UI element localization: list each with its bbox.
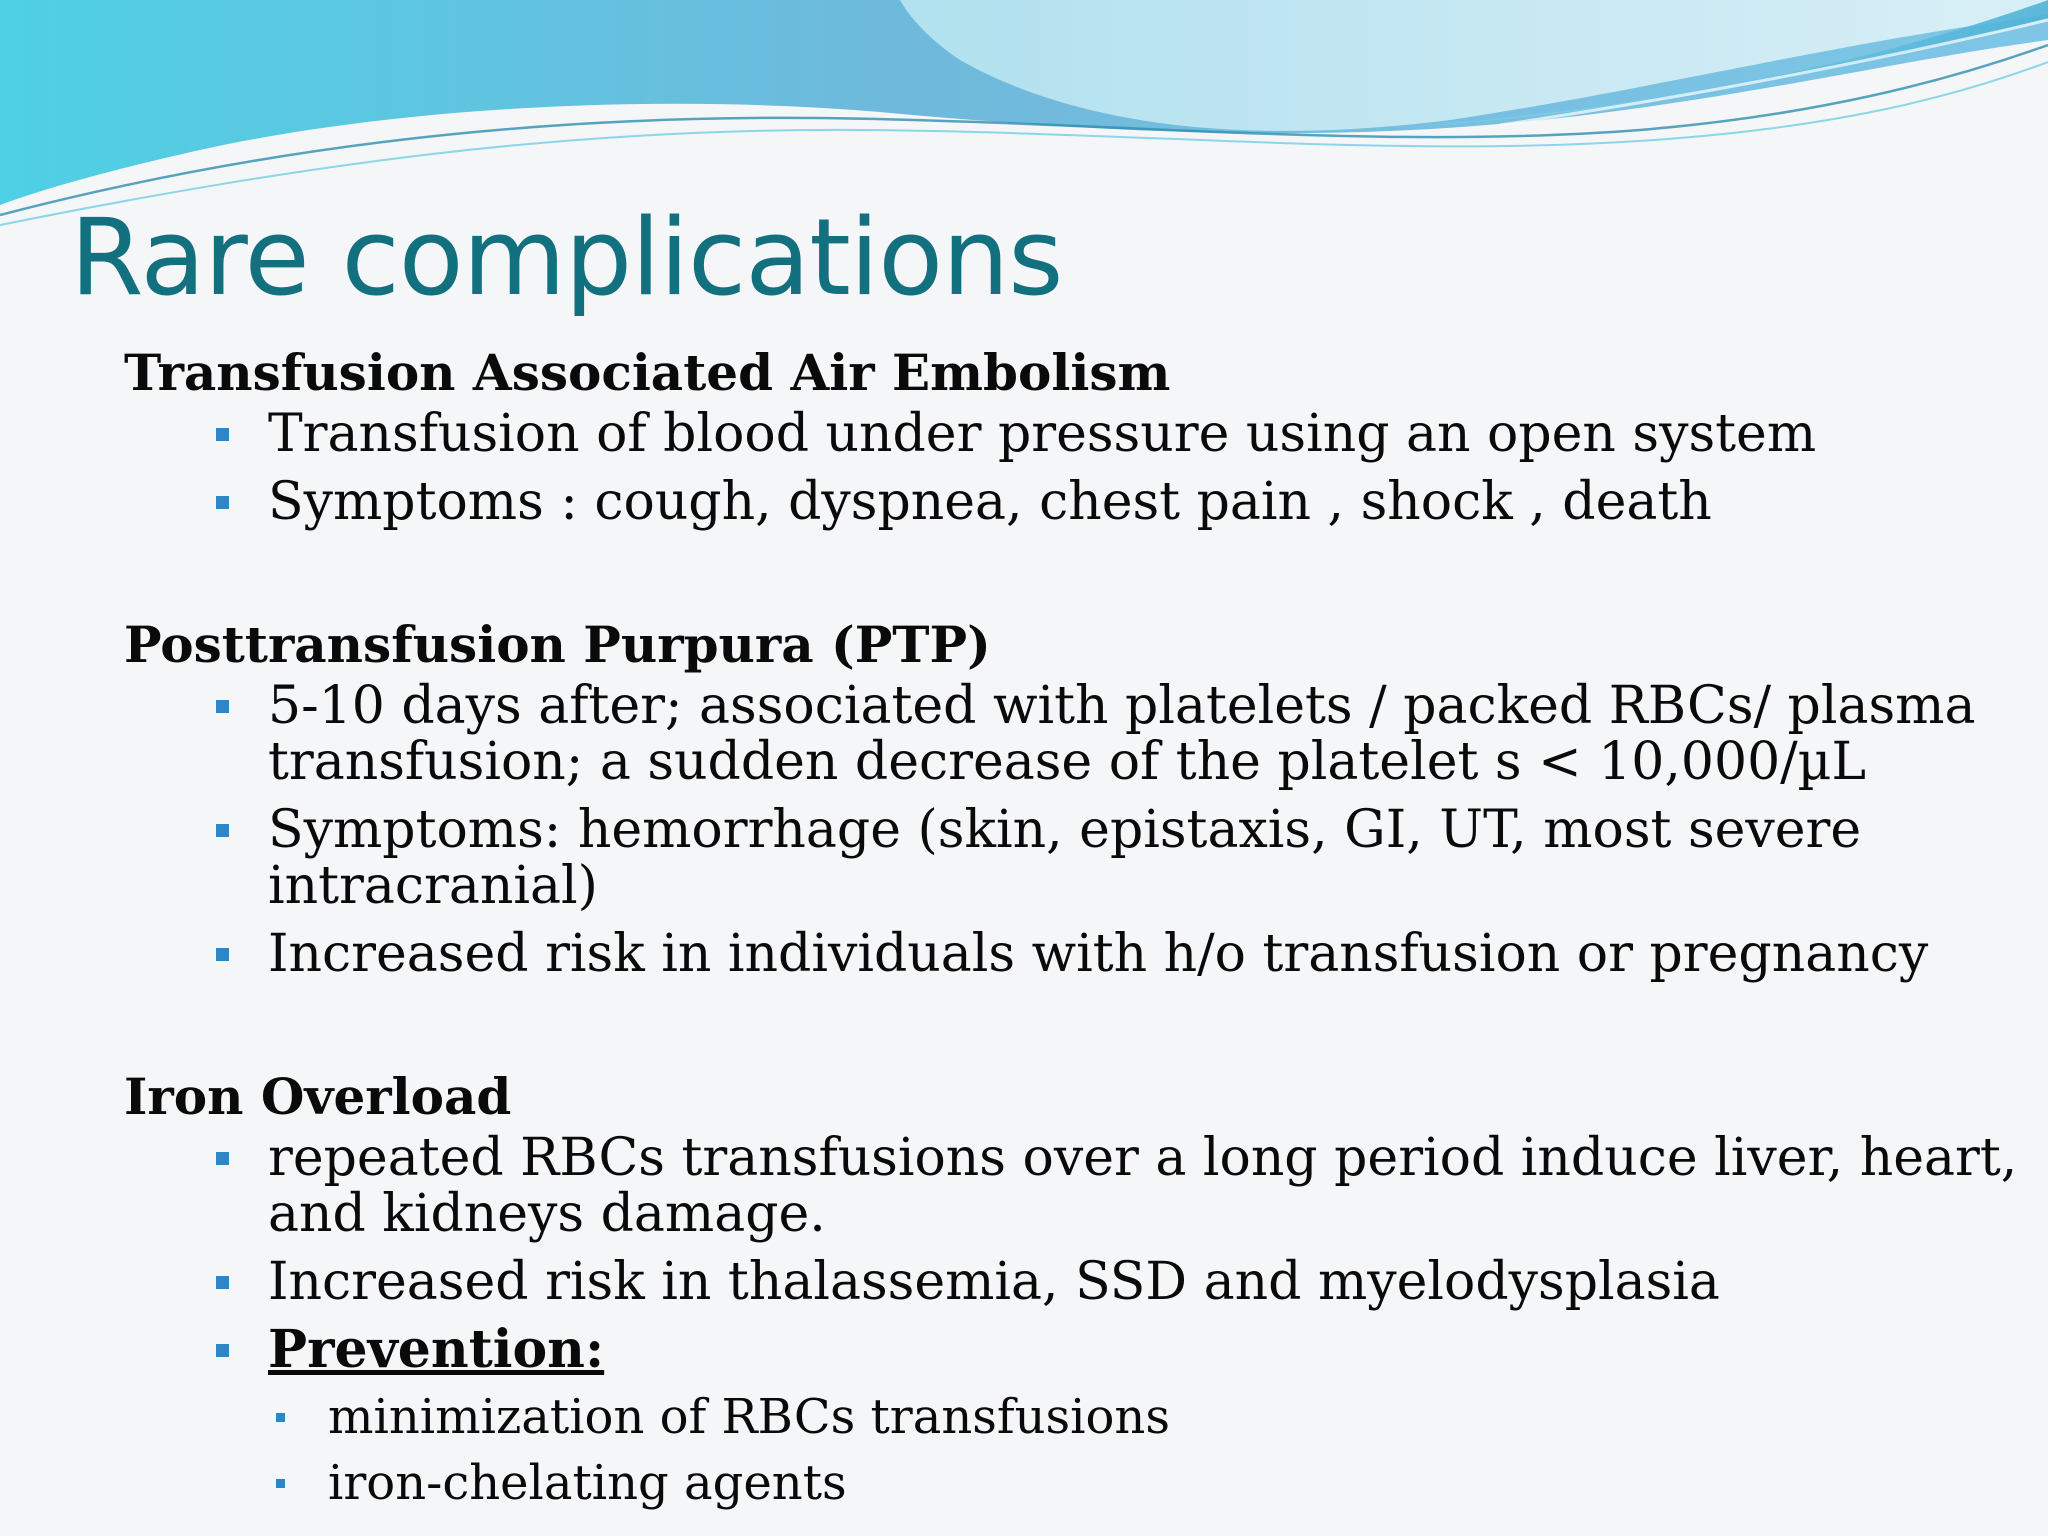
prevention-label: Prevention: — [268, 1319, 605, 1380]
section-heading: Posttransfusion Purpura (PTP) — [124, 615, 991, 674]
sub-bullet-list — [124, 1390, 2024, 1510]
section-heading: Iron Overload — [124, 1067, 512, 1126]
section-spacer — [124, 542, 2024, 614]
list-item: Symptoms : cough, dyspnea, chest pain , shock , death — [124, 474, 2024, 530]
list-item: repeated RBCs transfusions over a long period induce liver, heart, and kidneys damage. — [124, 1130, 2024, 1242]
section-spacer — [124, 994, 2024, 1066]
list-item: Increased risk in thalassemia, SSD and myelodysplasia — [124, 1254, 2024, 1310]
list-item: 5-10 days after; associated with platelets / packed RBCs/ plasma transfusion; a sudden decrease of the platelet s < 10,000/µL — [124, 678, 2024, 790]
slide-content — [124, 342, 2024, 1522]
list-item: Transfusion of blood under pressure using an open system — [124, 406, 2024, 462]
bullet-list — [124, 678, 2024, 982]
sub-list-item: iron-chelating agents — [124, 1456, 2024, 1510]
section-air-embolism — [124, 342, 2024, 530]
slide-title: Rare complications — [70, 196, 1063, 319]
list-item: Increased risk in individuals with h/o transfusion or pregnancy — [124, 926, 2024, 982]
section-iron-overload — [124, 1066, 2024, 1510]
section-ptp — [124, 614, 2024, 982]
bullet-list — [124, 1130, 2024, 1378]
list-item-prevention — [124, 1319, 2024, 1380]
bullet-list — [124, 406, 2024, 530]
section-heading: Transfusion Associated Air Embolism — [124, 343, 1171, 402]
sub-list-item: minimization of RBCs transfusions — [124, 1390, 2024, 1444]
list-item: Symptoms: hemorrhage (skin, epistaxis, GI, UT, most severe intracranial) — [124, 802, 2024, 914]
